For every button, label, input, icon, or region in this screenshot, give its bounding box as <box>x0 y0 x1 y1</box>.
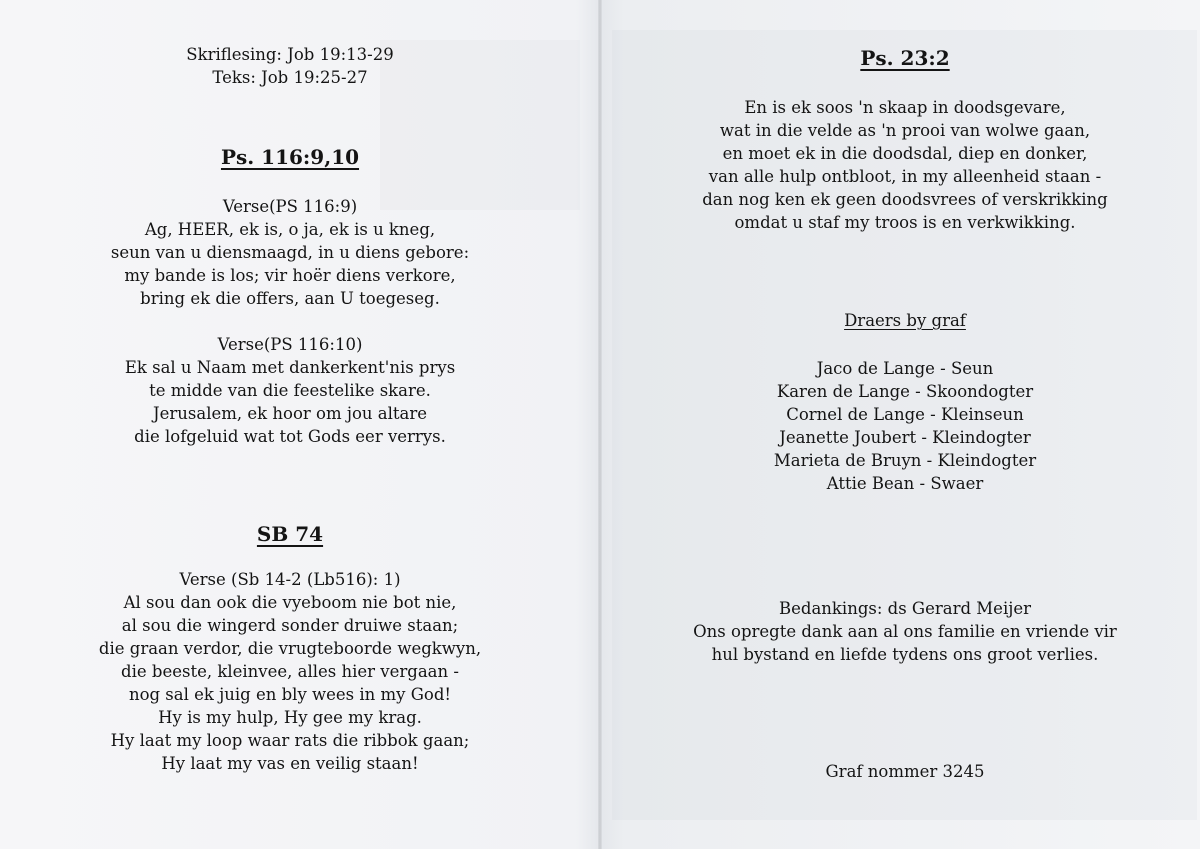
verse-line: Al sou dan ook die vyeboom nie bot nie, <box>123 593 457 612</box>
verse-line: Hy laat my loop waar rats die ribbok gaan; <box>110 731 470 750</box>
verse-line: al sou die wingerd sonder druiwe staan; <box>121 616 459 635</box>
sb74-heading-wrap <box>0 522 580 546</box>
psalm-23-verse <box>610 96 1200 234</box>
verse-line: en moet ek in die doodsdal, diep en donker, <box>722 144 1088 163</box>
verse-line: Ek sal u Naam met dankerkent'nis prys <box>124 358 456 377</box>
verse-line: Hy laat my vas en veilig staan! <box>161 754 419 773</box>
verse-line: die lofgeluid wat tot Gods eer verrys. <box>134 427 446 446</box>
sermon-text: Teks: Job 19:25-27 <box>212 68 368 87</box>
psalm-116-verse-10 <box>0 333 580 448</box>
verse-label: Verse(PS 116:9) <box>222 197 358 216</box>
thanks-officiant: Bedankings: ds Gerard Meijer <box>779 599 1031 618</box>
verse-label: Verse (Sb 14-2 (Lb516): 1) <box>179 570 401 589</box>
psalm-23-heading-wrap <box>610 46 1200 70</box>
verse-line: omdat u staf my troos is en verkwikking. <box>734 213 1076 232</box>
psalm-23-heading: Ps. 23:2 <box>860 46 950 70</box>
pallbearers-list <box>610 357 1200 495</box>
pallbearer-name: Cornel de Lange - Kleinseun <box>786 405 1024 424</box>
verse-line: Ag, HEER, ek is, o ja, ek is u kneg, <box>144 220 436 239</box>
verse-line: Hy is my hulp, Hy gee my krag. <box>158 708 422 727</box>
reading-block <box>0 43 580 89</box>
verse-line: En is ek soos 'n skaap in doodsgevare, <box>744 98 1066 117</box>
verse-line: wat in die velde as 'n prooi van wolwe gaan, <box>719 121 1091 140</box>
pallbearer-name: Karen de Lange - Skoondogter <box>776 382 1034 401</box>
grave-number: Graf nommer 3245 <box>825 762 985 781</box>
grave-number-wrap <box>610 760 1200 783</box>
scripture-reading: Skriflesing: Job 19:13-29 <box>186 45 394 64</box>
pallbearers-heading: Draers by graf <box>844 311 966 330</box>
verse-line: die beeste, kleinvee, alles hier vergaan - <box>121 662 459 681</box>
pallbearers-heading-wrap <box>610 311 1200 330</box>
verse-line: te midde van die feestelike skare. <box>149 381 431 400</box>
acknowledgements <box>610 597 1200 666</box>
psalm-116-verse-9 <box>0 195 580 310</box>
sb74-verse <box>0 568 580 775</box>
verse-line: die graan verdor, die vrugteboorde wegkwyn, <box>98 639 482 658</box>
verse-line: Jerusalem, ek hoor om jou altare <box>153 404 427 423</box>
psalm-116-heading-wrap <box>0 145 580 169</box>
psalm-116-heading: Ps. 116:9,10 <box>220 145 360 169</box>
pallbearer-name: Marieta de Bruyn - Kleindogter <box>773 451 1037 470</box>
pallbearer-name: Jaco de Lange - Seun <box>816 359 994 378</box>
sb74-heading: SB 74 <box>256 522 324 546</box>
thanks-message: Ons opregte dank aan al ons familie en vriende vir <box>693 622 1117 641</box>
verse-line: dan nog ken ek geen doodsvrees of verskrikking <box>702 190 1108 209</box>
verse-label: Verse(PS 116:10) <box>217 335 363 354</box>
verse-line: seun van u diensmaagd, in u diens gebore: <box>110 243 470 262</box>
verse-line: nog sal ek juig en bly wees in my God! <box>128 685 452 704</box>
verse-line: my bande is los; vir hoër diens verkore, <box>124 266 456 285</box>
thanks-message: hul bystand en liefde tydens ons groot verlies. <box>711 645 1099 664</box>
page-fold <box>598 0 602 849</box>
pallbearer-name: Jeanette Joubert - Kleindogter <box>779 428 1031 447</box>
verse-line: van alle hulp ontbloot, in my alleenheid staan - <box>708 167 1102 186</box>
pallbearer-name: Attie Bean - Swaer <box>826 474 984 493</box>
verse-line: bring ek die offers, aan U toegeseg. <box>140 289 440 308</box>
